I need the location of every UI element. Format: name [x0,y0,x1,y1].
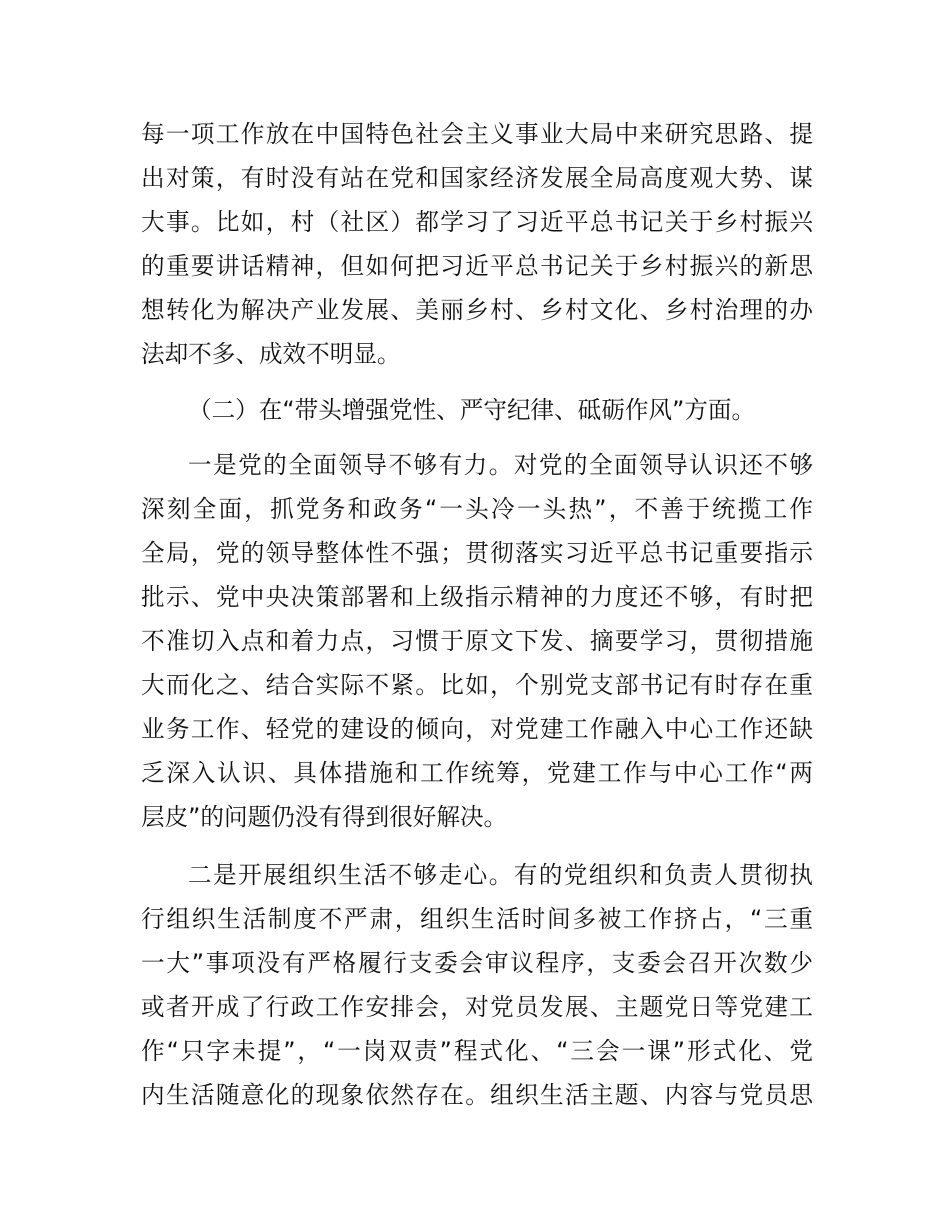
paragraph-line: 大而化之、结合实际不紧。比如，个别党支部书记有时存在重 [141,671,813,699]
paragraph-line: 一大”事项没有严格履行支委会审议程序，支委会召开次数少 [141,949,813,977]
paragraph-line: 业务工作、轻党的建设的倾向，对党建工作融入中心工作还缺 [141,715,813,743]
paragraph-line: 全局，党的领导整体性不强；贯彻落实习近平总书记重要指示 [141,539,813,567]
paragraph-line: 批示、党中央决策部署和上级指示精神的力度还不够，有时把 [141,583,813,611]
paragraph-line: 每一项工作放在中国特色社会主义事业大局中来研究思路、提 [141,120,813,148]
paragraph-line: 想转化为解决产业发展、美丽乡村、乡村文化、乡村治理的办 [141,296,813,324]
paragraph-line: 出对策，有时没有站在党和国家经济发展全局高度观大势、谋 [141,164,813,192]
paragraph-line: 大事。比如，村（社区）都学习了习近平总书记关于乡村振兴 [141,208,813,236]
paragraph-line: 乏深入认识、具体措施和工作统筹，党建工作与中心工作“两 [141,759,813,787]
section-heading: （二）在“带头增强党性、严守纪律、砥砺作风”方面。 [188,396,756,424]
paragraph-line: 层皮”的问题仍没有得到很好解决。 [141,803,508,831]
paragraph-line: 不准切入点和着力点，习惯于原文下发、摘要学习，贯彻措施 [141,627,813,655]
paragraph-line: 行组织生活制度不严肃，组织生活时间多被工作挤占，“三重 [141,905,813,933]
paragraph-line: 的重要讲话精神，但如何把习近平总书记关于乡村振兴的新思 [141,252,813,280]
paragraph-line: 内生活随意化的现象依然存在。组织生活主题、内容与党员思 [141,1081,813,1109]
paragraph-line: 一是党的全面领导不够有力。对党的全面领导认识还不够 [188,451,813,479]
paragraph-line: 作“只字未提”，“一岗双责”程式化、“三会一课”形式化、党 [141,1037,813,1065]
paragraph-line: 二是开展组织生活不够走心。有的党组织和负责人贯彻执 [188,861,813,889]
paragraph-line: 或者开成了行政工作安排会，对党员发展、主题党日等党建工 [141,993,813,1021]
paragraph-line: 法却不多、成效不明显。 [141,340,401,368]
paragraph-line: 深刻全面，抓党务和政务“一头冷一头热”，不善于统揽工作 [141,495,813,523]
